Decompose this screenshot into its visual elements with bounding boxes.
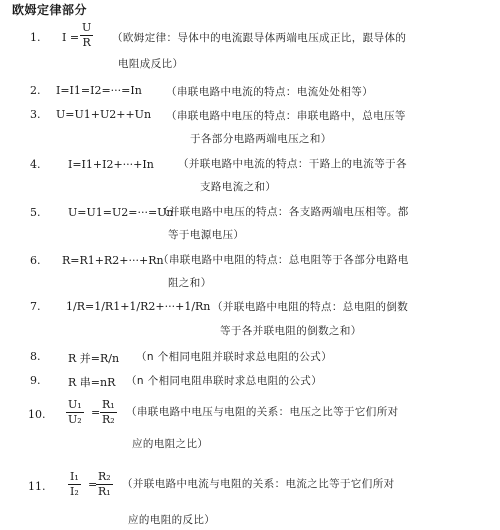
- voltage-ratio-fraction: [66, 398, 84, 427]
- item-description: （并联电路中电流的特点：干路上的电流等于各: [178, 158, 407, 170]
- fraction-denominator: I₂: [70, 485, 79, 498]
- fraction-numerator: I₁: [70, 470, 79, 483]
- formula: U=U1=U2=···=Un: [68, 206, 174, 219]
- item-number: 1.: [30, 31, 41, 44]
- resistance-ratio-fraction: [100, 398, 117, 427]
- resistance-ratio-fraction: [96, 470, 113, 499]
- formula: 1/R=1/R1+1/R2+···+1/Rn: [66, 300, 211, 313]
- item-description-cont: 阻之和）: [168, 277, 212, 289]
- item-description: （欧姆定律：导体中的电流跟导体两端电压成正比，跟导体的: [112, 32, 407, 44]
- item-description: （并联电路中电阻的特点：总电阻的倒数: [212, 301, 409, 313]
- item-number: 2.: [30, 84, 41, 97]
- item-number: 10.: [28, 408, 46, 421]
- item-description: （并联电路中电流与电阻的关系：电流之比等于它们所对: [122, 478, 395, 490]
- fraction-denominator: R₂: [102, 413, 115, 426]
- item-description-cont: 支路电流之和）: [200, 181, 277, 193]
- item-description: （串联电路中电压的特点：串联电路中，总电压等: [166, 110, 406, 122]
- fraction-numerator: R₂: [98, 470, 111, 483]
- formula: I=I1=I2=···=In: [56, 84, 142, 97]
- item-number: 5.: [30, 206, 41, 219]
- item-number: 11.: [28, 480, 46, 493]
- fraction-numerator: U: [82, 21, 92, 34]
- fraction-denominator: R: [82, 36, 91, 49]
- item-description: （并联电路中电压的特点：各支路两端电压相等。都: [158, 206, 409, 218]
- current-ratio-fraction: [68, 470, 81, 499]
- fraction-numerator: R₁: [102, 398, 115, 411]
- item-description: （串联电路中电压与电阻的关系：电压之比等于它们所对: [126, 406, 399, 418]
- formula: I=I1+I2+···+In: [68, 158, 154, 171]
- item-number: 3.: [30, 108, 41, 121]
- equals-sign: =: [91, 406, 101, 419]
- item-description: （n 个相同电阻并联时求总电阻的公式）: [136, 351, 333, 363]
- equals-sign: =: [88, 478, 98, 491]
- item-description: （串联电路中电流的特点：电流处处相等）: [166, 86, 374, 98]
- formula-prefix: I =: [62, 31, 80, 44]
- fraction-denominator: U₂: [68, 413, 82, 426]
- item-number: 9.: [30, 374, 41, 387]
- item-number: 6.: [30, 254, 41, 267]
- item-description-cont: 等于电源电压）: [168, 229, 245, 241]
- formula: R 并=R/n: [68, 352, 120, 365]
- item-number: 8.: [30, 350, 41, 363]
- formula: U=U1+U2++Un: [56, 108, 152, 121]
- item-description: （串联电路中电阻的特点：总电阻等于各部分电路电: [158, 254, 409, 266]
- document-title: 欧姆定律部分: [12, 3, 88, 17]
- fraction-numerator: U₁: [68, 398, 82, 411]
- formula: R 串=nR: [68, 376, 116, 389]
- item-description-cont: 于各部分电路两端电压之和）: [190, 133, 332, 145]
- item-description-cont: 应的电阻的反比）: [128, 514, 216, 526]
- item-description: （n 个相同电阻串联时求总电阻的公式）: [126, 375, 323, 387]
- item-description-cont: 等于各并联电阻的倒数之和）: [220, 325, 362, 337]
- item-number: 7.: [30, 300, 41, 313]
- formula-fraction: [80, 21, 93, 50]
- formula: R=R1+R2+···+Rn: [62, 254, 164, 267]
- fraction-denominator: R₁: [98, 485, 111, 498]
- item-number: 4.: [30, 158, 41, 171]
- item-description-cont: 电阻成反比）: [118, 58, 184, 70]
- item-description-cont: 应的电阻之比）: [132, 438, 209, 450]
